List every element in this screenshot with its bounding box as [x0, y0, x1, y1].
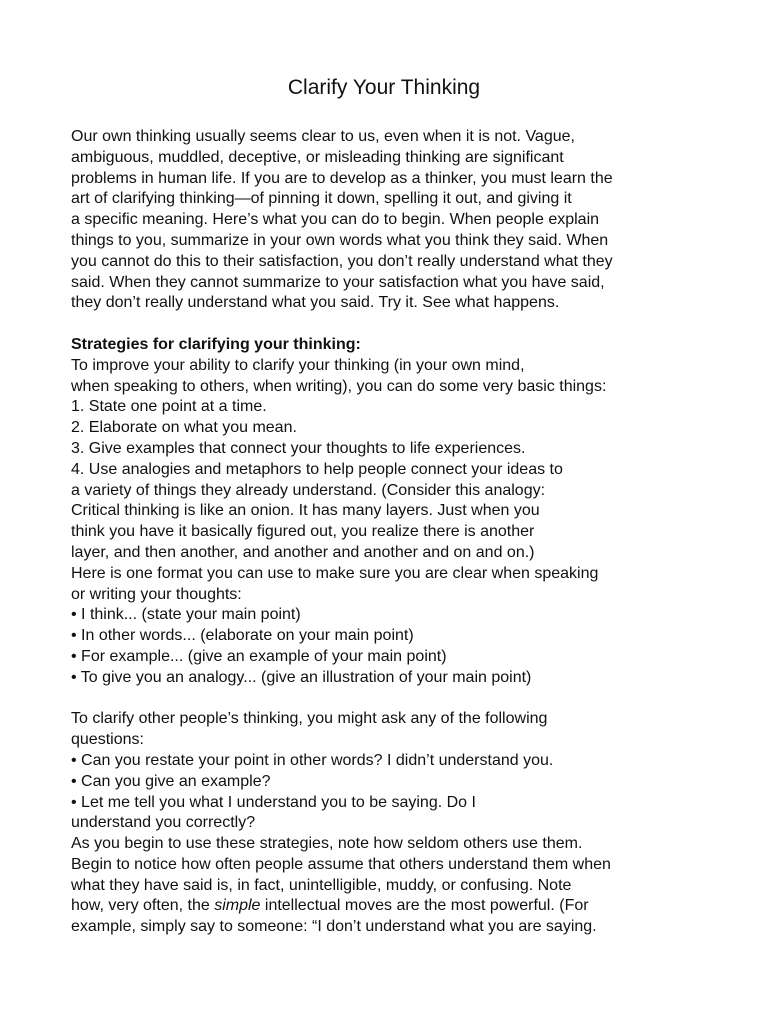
- strategy-item: 1. State one point at a time.: [71, 398, 267, 416]
- others-line: Begin to notice how often people assume that others understand them when: [71, 855, 611, 873]
- format-bullet: • To give you an analogy... (give an illustration of your main point): [71, 668, 532, 686]
- strategies-heading: Strategies for clarifying your thinking:: [71, 335, 361, 353]
- intro-paragraph: [71, 127, 711, 314]
- intro-line: they don’t really understand what you said. Try it. See what happens.: [71, 294, 560, 312]
- paragraph-gap: [71, 314, 711, 335]
- document-body: [71, 127, 711, 938]
- others-section: [71, 709, 711, 938]
- intro-line: you cannot do this to their satisfaction, you don’t really understand what they: [71, 252, 613, 270]
- strategies-line: To improve your ability to clarify your thinking (in your own mind,: [71, 356, 525, 374]
- strategies-line: or writing your thoughts:: [71, 585, 242, 603]
- format-bullet: • For example... (give an example of your main point): [71, 647, 447, 665]
- strategies-line: layer, and then another, and another and another and on and on.): [71, 543, 535, 561]
- intro-line: problems in human life. If you are to develop as a thinker, you must learn the: [71, 169, 613, 187]
- intro-line: ambiguous, muddled, deceptive, or misleading thinking are significant: [71, 148, 564, 166]
- others-line: questions:: [71, 731, 144, 749]
- intro-line: art of clarifying thinking—of pinning it down, spelling it out, and giving it: [71, 190, 572, 208]
- strategies-line: Critical thinking is like an onion. It has many layers. Just when you: [71, 502, 540, 520]
- others-line: understand you correctly?: [71, 814, 256, 832]
- others-line: As you begin to use these strategies, note how seldom others use them.: [71, 835, 583, 853]
- page-title: Clarify Your Thinking: [287, 76, 481, 99]
- intro-line: a specific meaning. Here’s what you can do to begin. When people explain: [71, 211, 600, 229]
- strategy-item: 2. Elaborate on what you mean.: [71, 419, 297, 437]
- question-bullet: • Let me tell you what I understand you to be saying. Do I: [71, 793, 476, 811]
- strategies-section: [71, 335, 711, 689]
- strategies-line: think you have it basically figured out, you realize there is another: [71, 523, 535, 541]
- strategies-line: a variety of things they already understand. (Consider this analogy:: [71, 481, 546, 499]
- others-line: To clarify other people’s thinking, you might ask any of the following: [71, 710, 548, 728]
- question-bullet: • Can you restate your point in other words? I didn’t understand you.: [71, 751, 554, 769]
- others-line-with-emphasis: [71, 896, 711, 917]
- simple-line-after: intellectual moves are the most powerful. (For: [260, 897, 589, 915]
- others-line: example, simply say to someone: “I don’t understand what you are saying.: [71, 918, 597, 936]
- simple-emphasis: simple: [214, 897, 261, 915]
- intro-line: Our own thinking usually seems clear to us, even when it is not. Vague,: [71, 128, 575, 145]
- strategy-item: 3. Give examples that connect your thoughts to life experiences.: [71, 439, 526, 457]
- strategies-line: when speaking to others, when writing), you can do some very basic things:: [71, 377, 607, 395]
- simple-line-before: how, very often, the: [71, 897, 215, 915]
- strategy-item: 4. Use analogies and metaphors to help people connect your ideas to: [71, 460, 563, 478]
- paragraph-gap: [71, 689, 711, 710]
- others-line: what they have said is, in fact, unintelligible, muddy, or confusing. Note: [71, 876, 572, 894]
- strategies-line: Here is one format you can use to make sure you are clear when speaking: [71, 564, 599, 582]
- intro-line: things to you, summarize in your own words what you think they said. When: [71, 231, 609, 249]
- intro-line: said. When they cannot summarize to your satisfaction what you have said,: [71, 273, 605, 291]
- format-bullet: • In other words... (elaborate on your main point): [71, 627, 414, 645]
- format-bullet: • I think... (state your main point): [71, 606, 301, 624]
- question-bullet: • Can you give an example?: [71, 772, 271, 790]
